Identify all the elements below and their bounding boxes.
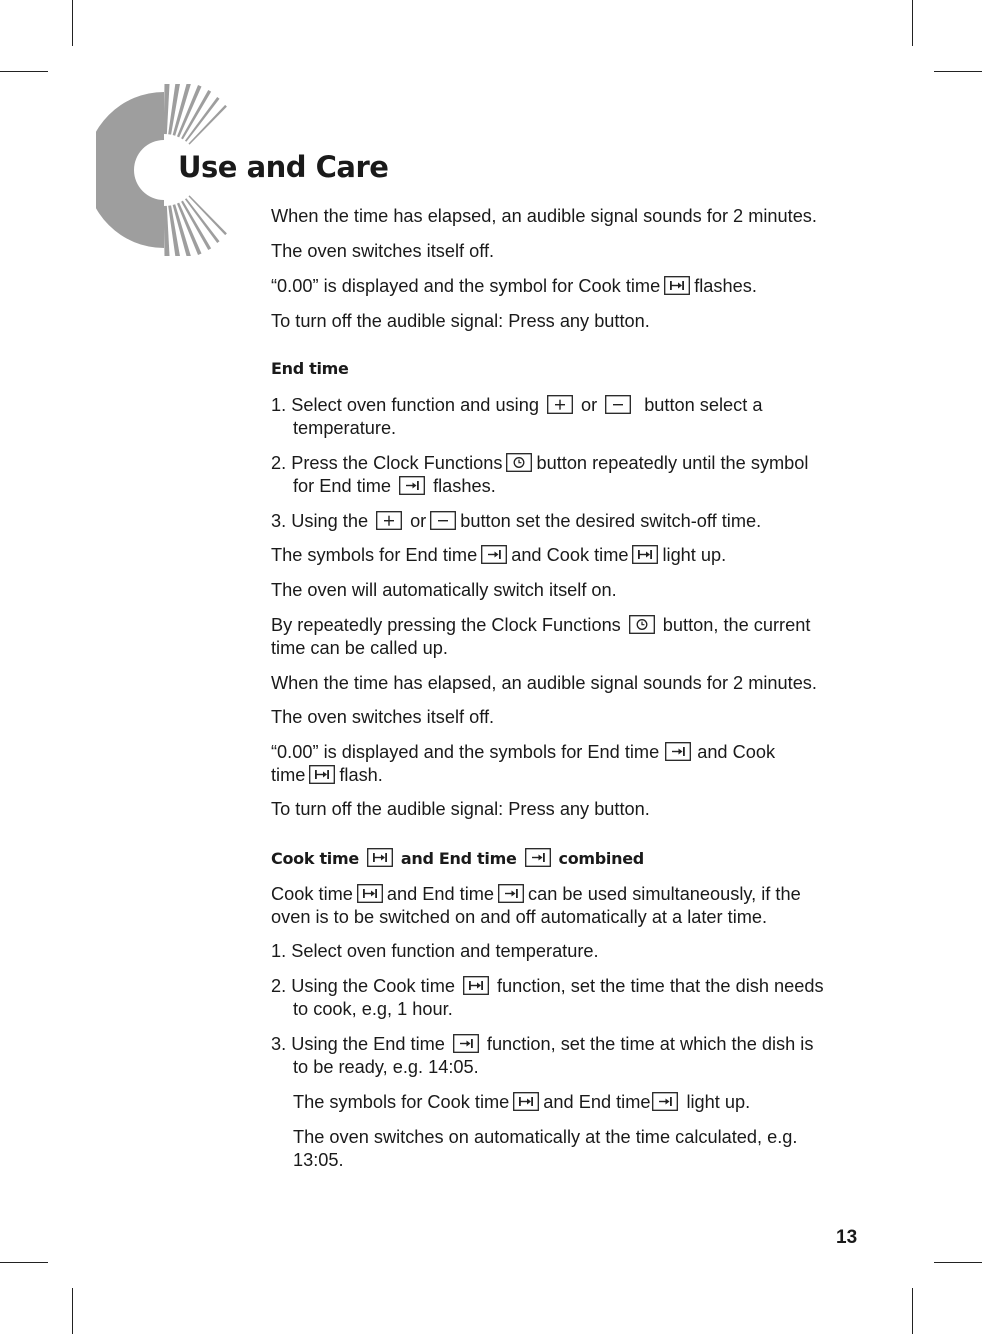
cook-time-icon xyxy=(664,276,690,295)
minus-button-icon xyxy=(430,511,456,530)
list-item-continuation: to be ready, e.g. 14:05. xyxy=(293,1057,479,1077)
logo-ray xyxy=(164,206,170,256)
end-time-icon xyxy=(453,1034,479,1053)
end-time-icon xyxy=(481,545,507,564)
minus-button-icon xyxy=(605,395,631,414)
list-item: 3. Using the or button set the desired switch-off time. xyxy=(271,511,762,531)
paragraph: time can be called up. xyxy=(271,638,448,658)
crop-mark xyxy=(912,1288,913,1334)
clock-functions-icon xyxy=(629,615,655,634)
paragraph: time flash. xyxy=(271,765,383,785)
paragraph: Cook time and End time can be used simultaneously, if the xyxy=(271,884,801,904)
list-item: 1. Select oven function and using or button select a xyxy=(271,395,763,415)
paragraph: The oven will automatically switch itself on. xyxy=(271,580,617,600)
paragraph: To turn off the audible signal: Press any button. xyxy=(271,311,650,331)
crop-mark xyxy=(0,71,48,72)
paragraph: 13:05. xyxy=(293,1150,344,1170)
end-time-icon xyxy=(525,848,551,867)
logo-ray xyxy=(168,205,180,256)
end-time-icon xyxy=(399,476,425,495)
paragraph: The symbols for End time and Cook time light up. xyxy=(271,545,727,565)
paragraph: To turn off the audible signal: Press any button. xyxy=(271,799,650,819)
page-number: 13 xyxy=(836,1227,858,1248)
paragraph: The oven switches itself off. xyxy=(271,241,495,261)
crop-mark xyxy=(934,71,982,72)
paragraph: The oven switches itself off. xyxy=(271,707,495,727)
list-item: 2. Press the Clock Functions button repeatedly until the symbol xyxy=(271,453,809,473)
end-time-icon xyxy=(652,1092,678,1111)
end-time-icon xyxy=(665,742,691,761)
list-item: 3. Using the End time function, set the time at which the dish is xyxy=(271,1034,814,1054)
cook-time-icon xyxy=(463,976,489,995)
list-item-continuation: to cook, e.g, 1 hour. xyxy=(293,999,453,1019)
crop-mark xyxy=(72,1288,73,1334)
logo-ray xyxy=(164,84,170,134)
paragraph: By repeatedly pressing the Clock Functions button, the current xyxy=(271,615,811,635)
cook-time-icon xyxy=(367,848,393,867)
paragraph: “0.00” is displayed and the symbol for Cook time flashes. xyxy=(271,276,757,296)
paragraph: When the time has elapsed, an audible signal sounds for 2 minutes. xyxy=(271,673,817,693)
paragraph: “0.00” is displayed and the symbols for End time and Cook xyxy=(271,742,776,762)
section-title: Use and Care xyxy=(178,150,389,184)
heading-combined: Cook time and End time combined xyxy=(271,849,644,868)
heading-end-time: End time xyxy=(271,359,349,378)
cook-time-icon xyxy=(357,884,383,903)
cook-time-icon xyxy=(513,1092,539,1111)
paragraph: The oven switches on automatically at the time calculated, e.g. xyxy=(293,1127,798,1147)
plus-button-icon xyxy=(376,511,402,530)
cook-time-icon xyxy=(309,765,335,784)
plus-button-icon xyxy=(547,395,573,414)
clock-functions-icon xyxy=(506,453,532,472)
crop-mark xyxy=(0,1262,48,1263)
list-item: 1. Select oven function and temperature. xyxy=(271,941,599,961)
crop-mark xyxy=(912,0,913,46)
cook-time-icon xyxy=(632,545,658,564)
list-item-continuation: for End time flashes. xyxy=(293,476,496,496)
list-item: 2. Using the Cook time function, set the time that the dish needs xyxy=(271,976,824,996)
crop-mark xyxy=(934,1262,982,1263)
list-item-continuation: temperature. xyxy=(293,418,397,438)
crop-mark xyxy=(72,0,73,46)
paragraph: oven is to be switched on and off automatically at a later time. xyxy=(271,907,768,927)
end-time-icon xyxy=(498,884,524,903)
paragraph: The symbols for Cook time and End time light up. xyxy=(293,1092,751,1112)
paragraph: When the time has elapsed, an audible signal sounds for 2 minutes. xyxy=(271,206,817,226)
logo-ray xyxy=(168,84,180,135)
